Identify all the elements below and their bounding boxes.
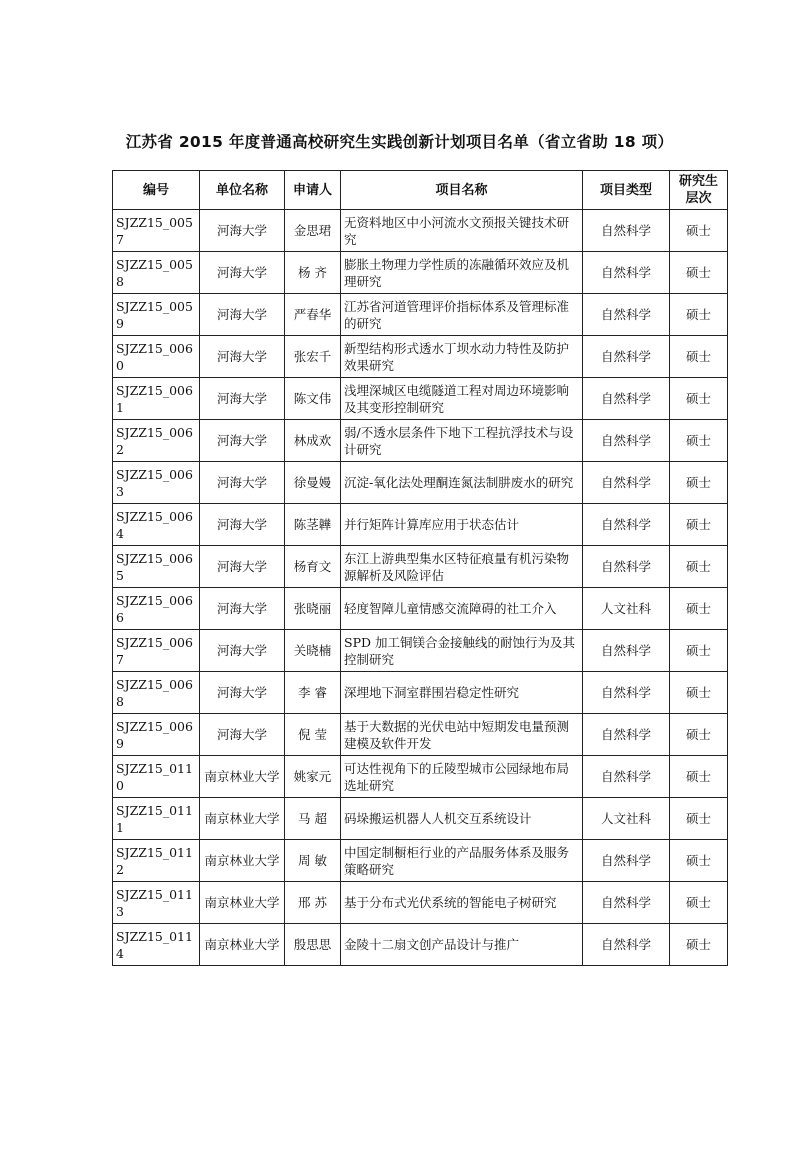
cell-degree-level: 硕士 <box>670 504 728 546</box>
cell-applicant: 马 超 <box>285 798 341 840</box>
cell-degree-level: 硕士 <box>670 672 728 714</box>
cell-project-name: 沉淀-氧化法处理酮连氮法制肼废水的研究 <box>341 462 583 504</box>
cell-applicant: 倪 莹 <box>285 714 341 756</box>
cell-applicant: 杨育文 <box>285 546 341 588</box>
cell-degree-level: 硕士 <box>670 462 728 504</box>
cell-unit: 河海大学 <box>200 714 285 756</box>
cell-unit: 河海大学 <box>200 672 285 714</box>
cell-project-name: 弱/不透水层条件下地下工程抗浮技术与设计研究 <box>341 420 583 462</box>
cell-degree-level: 硕士 <box>670 798 728 840</box>
cell-applicant: 殷思思 <box>285 924 341 966</box>
cell-applicant: 李 睿 <box>285 672 341 714</box>
cell-code: SJZZ15_0065 <box>113 546 200 588</box>
cell-degree-level: 硕士 <box>670 546 728 588</box>
table-row <box>113 252 728 294</box>
cell-unit: 河海大学 <box>200 252 285 294</box>
cell-code: SJZZ15_0069 <box>113 714 200 756</box>
cell-applicant: 杨 齐 <box>285 252 341 294</box>
cell-project-type: 人文社科 <box>583 798 670 840</box>
cell-degree-level: 硕士 <box>670 378 728 420</box>
cell-project-name: 深埋地下洞室群围岩稳定性研究 <box>341 672 583 714</box>
cell-project-name: 基于分布式光伏系统的智能电子树研究 <box>341 882 583 924</box>
cell-degree-level: 硕士 <box>670 630 728 672</box>
cell-applicant: 陈茎韡 <box>285 504 341 546</box>
cell-project-type: 自然科学 <box>583 630 670 672</box>
cell-unit: 南京林业大学 <box>200 756 285 798</box>
cell-project-name: 金陵十二扇文创产品设计与推广 <box>341 924 583 966</box>
cell-unit: 南京林业大学 <box>200 798 285 840</box>
cell-project-type: 自然科学 <box>583 420 670 462</box>
column-header-applicant: 申请人 <box>285 171 341 210</box>
cell-applicant: 林成欢 <box>285 420 341 462</box>
cell-applicant: 严春华 <box>285 294 341 336</box>
cell-degree-level: 硕士 <box>670 840 728 882</box>
cell-code: SJZZ15_0063 <box>113 462 200 504</box>
table-row <box>113 672 728 714</box>
cell-applicant: 陈文伟 <box>285 378 341 420</box>
cell-unit: 河海大学 <box>200 546 285 588</box>
cell-code: SJZZ15_0059 <box>113 294 200 336</box>
cell-code: SJZZ15_0062 <box>113 420 200 462</box>
table-row <box>113 588 728 630</box>
cell-project-type: 自然科学 <box>583 504 670 546</box>
cell-unit: 南京林业大学 <box>200 840 285 882</box>
cell-degree-level: 硕士 <box>670 756 728 798</box>
table-row <box>113 630 728 672</box>
cell-unit: 南京林业大学 <box>200 924 285 966</box>
cell-code: SJZZ15_0057 <box>113 210 200 252</box>
cell-project-type: 自然科学 <box>583 756 670 798</box>
cell-project-name: 东江上游典型集水区特征痕量有机污染物源解析及风险评估 <box>341 546 583 588</box>
cell-code: SJZZ15_0112 <box>113 840 200 882</box>
cell-unit: 河海大学 <box>200 588 285 630</box>
cell-applicant: 姚家元 <box>285 756 341 798</box>
cell-project-name: 码垛搬运机器人人机交互系统设计 <box>341 798 583 840</box>
cell-project-name: 并行矩阵计算库应用于状态估计 <box>341 504 583 546</box>
cell-unit: 河海大学 <box>200 294 285 336</box>
cell-project-name: 无资料地区中小河流水文预报关键技术研究 <box>341 210 583 252</box>
cell-project-type: 自然科学 <box>583 546 670 588</box>
table-row <box>113 336 728 378</box>
cell-degree-level: 硕士 <box>670 588 728 630</box>
cell-project-type: 自然科学 <box>583 462 670 504</box>
cell-code: SJZZ15_0067 <box>113 630 200 672</box>
cell-unit: 河海大学 <box>200 630 285 672</box>
table-row <box>113 924 728 966</box>
cell-degree-level: 硕士 <box>670 336 728 378</box>
cell-degree-level: 硕士 <box>670 924 728 966</box>
table-row <box>113 294 728 336</box>
column-header-unit: 单位名称 <box>200 171 285 210</box>
cell-degree-level: 硕士 <box>670 714 728 756</box>
cell-code: SJZZ15_0061 <box>113 378 200 420</box>
table-row <box>113 840 728 882</box>
table-row <box>113 756 728 798</box>
cell-project-type: 自然科学 <box>583 840 670 882</box>
cell-code: SJZZ15_0060 <box>113 336 200 378</box>
cell-code: SJZZ15_0058 <box>113 252 200 294</box>
cell-applicant: 关晓楠 <box>285 630 341 672</box>
cell-degree-level: 硕士 <box>670 882 728 924</box>
cell-code: SJZZ15_0064 <box>113 504 200 546</box>
cell-project-name: 膨胀土物理力学性质的冻融循环效应及机理研究 <box>341 252 583 294</box>
cell-code: SJZZ15_0110 <box>113 756 200 798</box>
cell-project-name: SPD 加工铜镁合金接触线的耐蚀行为及其控制研究 <box>341 630 583 672</box>
cell-unit: 河海大学 <box>200 336 285 378</box>
cell-degree-level: 硕士 <box>670 210 728 252</box>
column-header-level: 研究生层次 <box>670 171 728 210</box>
cell-unit: 南京林业大学 <box>200 882 285 924</box>
cell-project-type: 自然科学 <box>583 882 670 924</box>
table-row <box>113 546 728 588</box>
cell-degree-level: 硕士 <box>670 252 728 294</box>
cell-project-type: 自然科学 <box>583 672 670 714</box>
table-body <box>113 210 728 966</box>
cell-unit: 河海大学 <box>200 420 285 462</box>
cell-applicant: 张晓丽 <box>285 588 341 630</box>
table-header-row <box>113 171 728 210</box>
cell-unit: 河海大学 <box>200 378 285 420</box>
cell-project-name: 中国定制橱柜行业的产品服务体系及服务策略研究 <box>341 840 583 882</box>
cell-project-type: 人文社科 <box>583 588 670 630</box>
column-header-type: 项目类型 <box>583 171 670 210</box>
cell-project-name: 基于大数据的光伏电站中短期发电量预测建模及软件开发 <box>341 714 583 756</box>
cell-code: SJZZ15_0111 <box>113 798 200 840</box>
cell-degree-level: 硕士 <box>670 420 728 462</box>
cell-project-name: 浅埋深城区电缆隧道工程对周边环境影响及其变形控制研究 <box>341 378 583 420</box>
cell-project-type: 自然科学 <box>583 336 670 378</box>
cell-applicant: 张宏千 <box>285 336 341 378</box>
cell-applicant: 徐曼嫚 <box>285 462 341 504</box>
table-row <box>113 714 728 756</box>
table-row <box>113 420 728 462</box>
cell-project-type: 自然科学 <box>583 924 670 966</box>
table-row <box>113 462 728 504</box>
cell-code: SJZZ15_0068 <box>113 672 200 714</box>
cell-applicant: 金思珺 <box>285 210 341 252</box>
cell-project-type: 自然科学 <box>583 252 670 294</box>
table-row <box>113 504 728 546</box>
cell-unit: 河海大学 <box>200 504 285 546</box>
cell-project-type: 自然科学 <box>583 378 670 420</box>
cell-project-type: 自然科学 <box>583 294 670 336</box>
cell-applicant: 邢 苏 <box>285 882 341 924</box>
cell-project-name: 轻度智障儿童情感交流障碍的社工介入 <box>341 588 583 630</box>
cell-code: SJZZ15_0113 <box>113 882 200 924</box>
cell-code: SJZZ15_0114 <box>113 924 200 966</box>
cell-project-type: 自然科学 <box>583 714 670 756</box>
cell-project-type: 自然科学 <box>583 210 670 252</box>
cell-project-name: 可达性视角下的丘陵型城市公园绿地布局选址研究 <box>341 756 583 798</box>
table-row <box>113 882 728 924</box>
table-row <box>113 378 728 420</box>
project-table <box>112 170 728 966</box>
cell-applicant: 周 敏 <box>285 840 341 882</box>
column-header-code: 编号 <box>113 171 200 210</box>
cell-unit: 河海大学 <box>200 462 285 504</box>
cell-unit: 河海大学 <box>200 210 285 252</box>
page-title: 江苏省 2015 年度普通高校研究生实践创新计划项目名单（省立省助 18 项） <box>125 133 674 151</box>
cell-project-name: 江苏省河道管理评价指标体系及管理标准的研究 <box>341 294 583 336</box>
table-row <box>113 798 728 840</box>
cell-project-name: 新型结构形式透水丁坝水动力特性及防护效果研究 <box>341 336 583 378</box>
cell-code: SJZZ15_0066 <box>113 588 200 630</box>
column-header-project: 项目名称 <box>341 171 583 210</box>
table-row <box>113 210 728 252</box>
cell-degree-level: 硕士 <box>670 294 728 336</box>
